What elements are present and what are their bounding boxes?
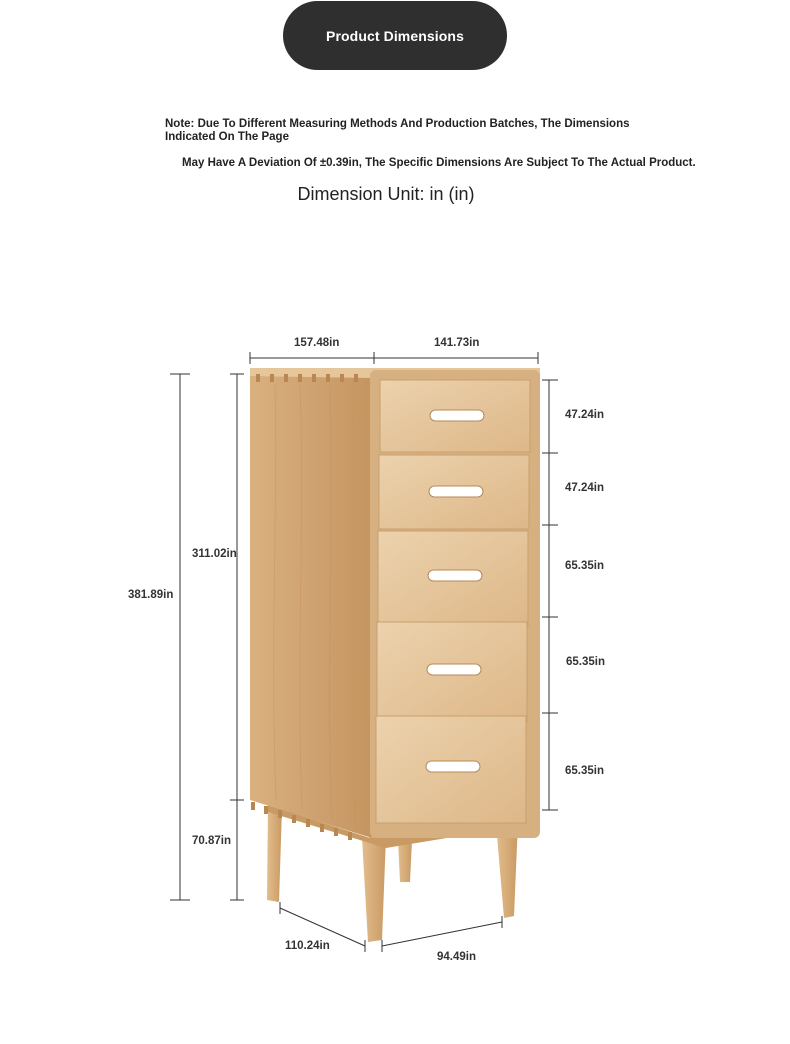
total-height-label: 381.89in [128,589,174,601]
base-depth-label: 94.49in [437,951,476,963]
drawer-2 [379,455,529,529]
body-height-label: 311.02in [192,548,237,560]
drawer-4 [377,622,527,722]
base-width-label: 110.24in [285,940,330,952]
leg-height-label: 70.87in [192,835,231,847]
top-width-label: 157.48in [294,337,340,349]
top-depth-label: 141.73in [434,337,480,349]
note-line-1: Note: Due To Different Measuring Methods And Production Batches, The Dimensions Indicated On The Page [165,118,630,143]
drawer-5 [376,716,526,823]
product-dimensions-title: Product Dimensions [283,1,507,70]
drawer-4-height-label: 65.35in [566,656,605,668]
drawer-1-height-label: 47.24in [565,409,604,421]
drawer-3-height-label: 65.35in [565,560,604,572]
drawer-2-height-label: 47.24in [565,482,604,494]
note-line-2: May Have A Deviation Of ±0.39in, The Specific Dimensions Are Subject To The Actual Product. [182,157,696,169]
drawer-1 [380,380,530,452]
drawer-5-height-label: 65.35in [565,765,604,777]
drawer-3 [378,531,528,626]
dimension-unit-label: Dimension Unit: in (in) [297,184,475,204]
